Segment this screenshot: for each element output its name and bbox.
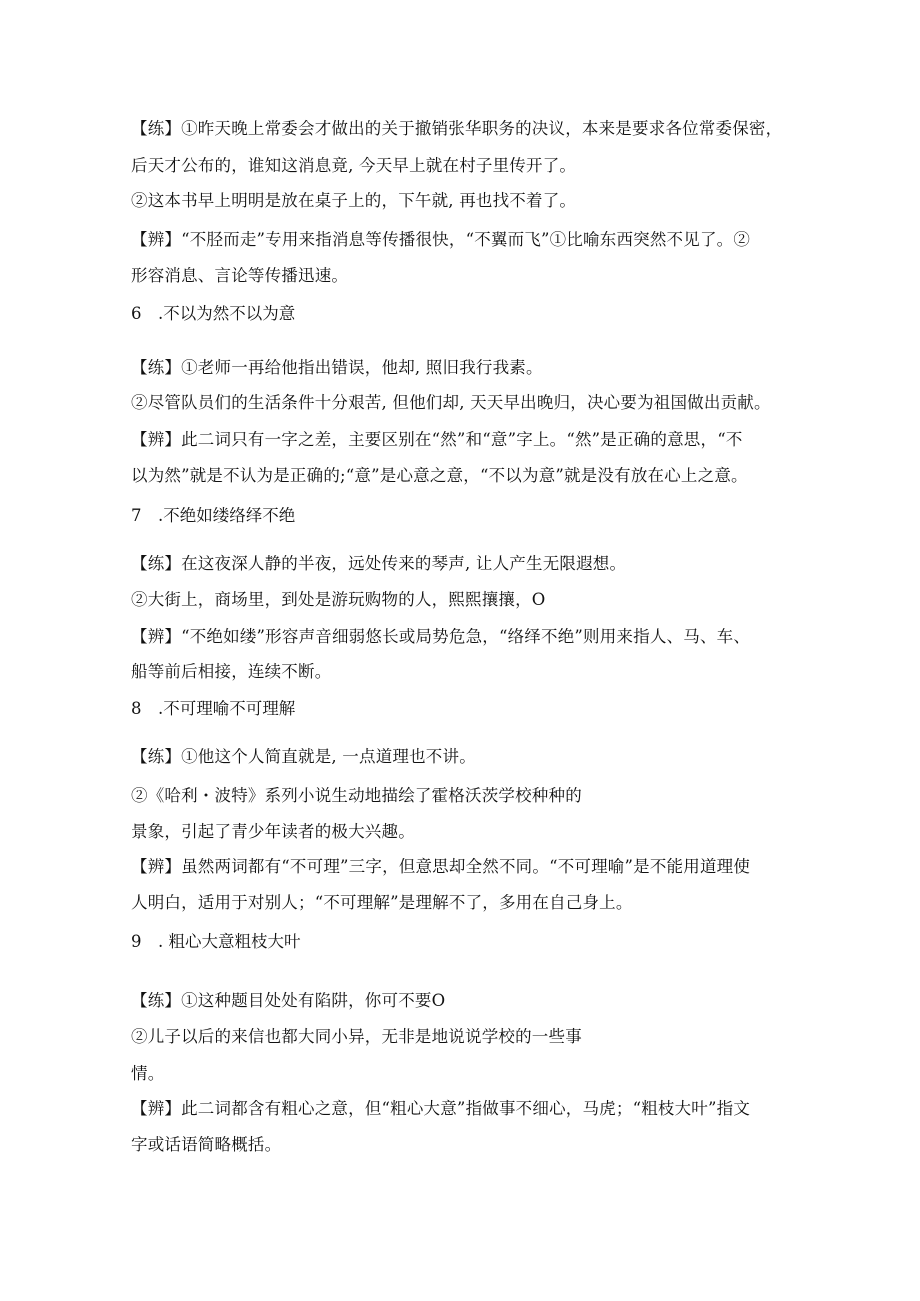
practice-line: ②尽管队员们的生活条件十分艰苦, 但他们却, 天天早出晚归，决心要为祖国做出贡献。 xyxy=(131,393,771,412)
practice-line: 【练】①昨天晚上常委会才做出的关于撤销张华职务的决议，本来是要求各位常委保密， xyxy=(131,119,783,138)
section-heading: 7 .不绝如缕络绎不绝 xyxy=(131,506,296,525)
explanation-line: 【辨】此二词都含有粗心之意，但“粗心大意”指做事不细心，马虎；“粗枝大叶”指文 xyxy=(131,1099,751,1118)
explanation-line: 【辨】“不胫而走”专用来指消息等传播很快，“不翼而飞”①比喻东西突然不见了。② xyxy=(131,230,751,249)
explanation-line: 以为然”就是不认为是正确的;“意”是心意之意，“不以为意”就是没有放在心上之意。 xyxy=(131,466,748,485)
section-heading: 9 . 粗心大意粗枝大叶 xyxy=(131,932,301,951)
explanation-line: 【辨】“不绝如缕”形容声音细弱悠长或局势危急，“络绎不绝”则用来指人、马、车、 xyxy=(131,627,751,646)
practice-line: ②《哈利・波特》系列小说生动地描绘了霍格沃茨学校种种的 xyxy=(131,786,582,805)
explanation-line: 【辨】此二词只有一字之差，主要区别在“然”和“意”字上。“然”是正确的意思，“不 xyxy=(131,430,743,449)
practice-line: 【练】①他这个人简直就是, 一点道理也不讲。 xyxy=(131,747,476,766)
explanation-line: 形容消息、言论等传播迅速。 xyxy=(131,266,349,285)
practice-line: 【练】在这夜深人静的半夜，远处传来的琴声, 让人产生无限遐想。 xyxy=(131,554,627,573)
section-heading: 6 .不以为然不以为意 xyxy=(131,304,296,323)
practice-line: 【练】①这种题目处处有陷阱，你可不要O xyxy=(131,991,446,1010)
section-heading: 8 .不可理喻不可理解 xyxy=(131,699,296,718)
practice-line: ②这本书早上明明是放在桌子上的，下午就, 再也找不着了。 xyxy=(131,191,577,210)
practice-line: 情。 xyxy=(131,1064,165,1083)
practice-line: 【练】①老师一再给他指出错误，他却, 照旧我行我素。 xyxy=(131,358,543,377)
practice-line: ②大街上，商场里，到处是游玩购物的人，熙熙攘攘，O xyxy=(131,590,546,609)
explanation-line: 人明白，适用于对别人；“不可理解”是理解不了，多用在自己身上。 xyxy=(131,893,633,912)
practice-line: 后天才公布的，谁知这消息竟, 今天早上就在村子里传开了。 xyxy=(131,156,577,175)
explanation-line: 【辨】虽然两词都有“不可理”三字，但意思却全然不同。“不可理喻”是不能用道理使 xyxy=(131,857,751,876)
practice-line: ②儿子以后的来信也都大同小异，无非是地说说学校的一些事 xyxy=(131,1027,582,1046)
explanation-line: 字或话语简略概括。 xyxy=(131,1135,282,1154)
practice-line: 景象，引起了青少年读者的极大兴趣。 xyxy=(131,822,415,841)
explanation-line: 船等前后相接，连续不断。 xyxy=(131,662,332,681)
